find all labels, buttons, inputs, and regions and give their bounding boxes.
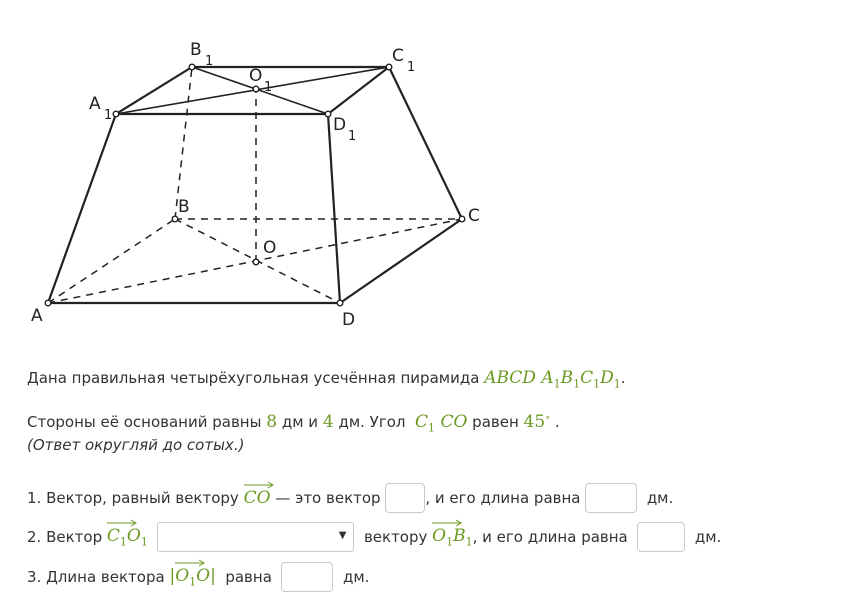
question-3: 3. Длина вектора $|O_1O|$ равна дм. [27,562,369,592]
vector-length-O1O: $|O_1O|$ [169,566,215,588]
edge-A-B [48,219,175,303]
label-O1: O [249,66,263,86]
point-A1 [113,111,119,117]
point-O1 [253,86,259,92]
point-C [459,216,465,222]
dropdown-caret-icon: ▼ [338,530,347,541]
point-C1 [386,64,392,70]
point-A [45,300,51,306]
label-D: D [342,310,356,330]
vector-CO: CO [244,488,271,508]
edge-A-A1 [48,114,116,303]
label-B: B [178,197,190,217]
rounding-hint: (Ответ округляй до сотых.) [27,436,245,454]
label-B1: B [190,40,202,60]
base-side-1: 8 [266,412,278,432]
edge-D-D1 [328,114,340,303]
label-A: A [31,306,43,326]
pyramid-name: ABCD $A_1B_1C_1D_1$ [484,368,621,391]
point-D [337,300,343,306]
q3-length-input[interactable] [281,562,333,592]
label-A1: A [89,94,101,114]
question-1: 1. Вектор, равный вектору CO — это вектор , и его длина равна дм. [27,483,673,513]
label-D1: D [333,115,347,135]
vector-arrow-icon [244,481,274,489]
label-B1-sub: 1 [205,54,214,69]
vector-C1O1: $C_1O_1$ [107,526,148,548]
edge-D-C [340,219,462,303]
problem-line1-text: Дана правильная четырёхугольная усечённая пирамида [27,369,480,387]
q2-relation-select[interactable] [157,522,354,552]
point-B [172,216,178,222]
q1-vector-input[interactable] [385,483,425,513]
point-B1 [189,64,195,70]
problem-statement: Дана правильная четырёхугольная усечённая пирамида ABCD $A_1B_1C_1D_1$. [27,368,626,391]
vector-arrow-icon [432,519,462,527]
question-2: 2. Вектор $C_1O_1$ ▼ вектору $O_1B_1$ , и его длина равна дм. [27,522,721,552]
edge-C-C1 [389,67,462,219]
vector-arrow-icon [107,519,137,527]
point-D1 [325,111,331,117]
label-A1-sub: 1 [104,108,113,123]
angle-value: 45∘ [523,412,551,432]
vector-arrow-icon [175,559,205,567]
point-O [253,259,259,265]
label-O: O [263,238,277,258]
vector-O1B1: $O_1B_1$ [432,526,472,548]
q2-length-input[interactable] [637,522,685,552]
label-D1-sub: 1 [348,129,357,144]
problem-conditions: Стороны её оснований равны 8 дм и 4 дм. Угол $C_1$ CO равен 45∘ . [27,412,560,435]
base-side-2: 4 [322,412,334,432]
label-C1: C [392,46,404,66]
label-O1-sub: 1 [264,80,273,95]
label-C: C [468,206,480,226]
angle-name: $C_1$ CO [415,412,468,435]
q1-length-input[interactable] [585,483,637,513]
edge-D1-C1 [328,67,389,114]
label-C1-sub: 1 [407,60,416,75]
